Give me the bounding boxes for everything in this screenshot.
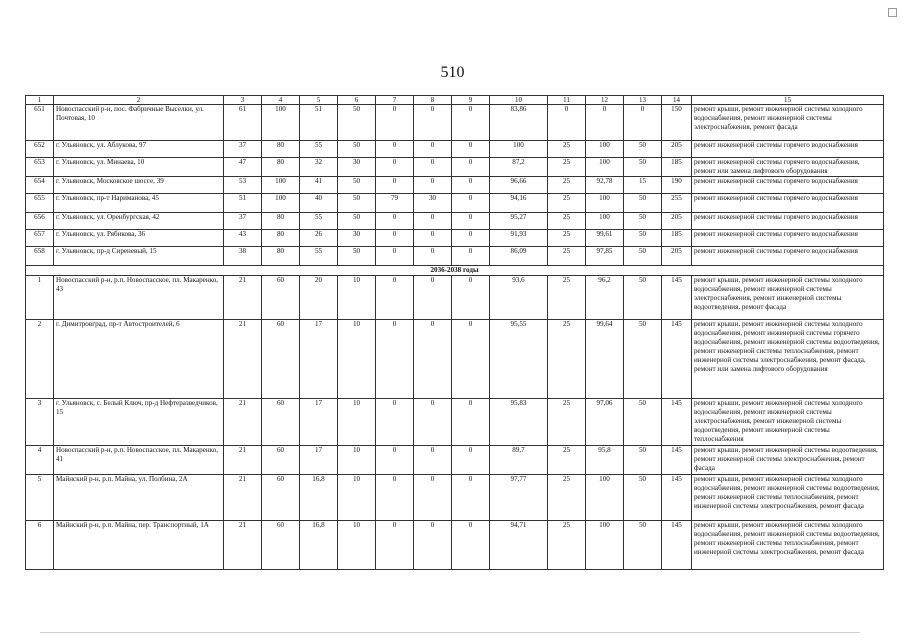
- value-cell: 205: [662, 141, 692, 158]
- address-cell: г. Ульяновск, ул. Аблукова, 97: [54, 141, 224, 158]
- value-cell: 0: [452, 446, 490, 475]
- address-cell: Новоспасский р-н, р.п. Новоспасское, пл. Макаренко, 41: [54, 446, 224, 475]
- value-cell: 50: [338, 141, 376, 158]
- address-cell: Майнский р-н, р.п. Майна, пер. Транспортный, 1А: [54, 521, 224, 570]
- table-row: [26, 399, 884, 446]
- value-cell: 92,78: [586, 177, 624, 194]
- value-cell: 0: [414, 276, 452, 320]
- section-row: [26, 266, 884, 276]
- value-cell: 0: [376, 320, 414, 399]
- works-cell: ремонт крыши, ремонт инженерной системы холодного водоснабжения, ремонт инженерной системы водоотведения, ремонт инженерной системы теплоснабжения, ремонт инженерной системы электроснабжения, ремонт фасада: [692, 521, 884, 570]
- value-cell: 657: [26, 230, 54, 247]
- address-cell: г. Ульяновск, ул. Рябикова, 36: [54, 230, 224, 247]
- value-cell: 25: [548, 521, 586, 570]
- value-cell: 95,8: [586, 446, 624, 475]
- value-cell: 15: [624, 177, 662, 194]
- value-cell: 21: [224, 276, 262, 320]
- table-row: [26, 194, 884, 213]
- works-cell: ремонт инженерной системы горячего водоснабжения: [692, 141, 884, 158]
- value-cell: 0: [376, 475, 414, 521]
- value-cell: 205: [662, 247, 692, 266]
- value-cell: 80: [262, 230, 300, 247]
- value-cell: 80: [262, 141, 300, 158]
- value-cell: 0: [376, 213, 414, 230]
- value-cell: 25: [548, 141, 586, 158]
- value-cell: 21: [224, 475, 262, 521]
- value-cell: 97,77: [490, 475, 548, 521]
- value-cell: 50: [338, 105, 376, 141]
- column-number-cell: 15: [692, 96, 884, 105]
- value-cell: 21: [224, 320, 262, 399]
- value-cell: 25: [548, 446, 586, 475]
- address-cell: г. Ульяновск, с. Белый Ключ, пр-д Нефтеразведчиков, 15: [54, 399, 224, 446]
- value-cell: 16,8: [300, 521, 338, 570]
- value-cell: 10: [338, 446, 376, 475]
- column-number-cell: 8: [414, 96, 452, 105]
- value-cell: 20: [300, 276, 338, 320]
- value-cell: 50: [624, 320, 662, 399]
- value-cell: 0: [376, 177, 414, 194]
- value-cell: 25: [548, 475, 586, 521]
- value-cell: 658: [26, 247, 54, 266]
- value-cell: 205: [662, 213, 692, 230]
- address-cell: г. Димитровград, пр-т Автостроителей, 6: [54, 320, 224, 399]
- value-cell: 100: [262, 105, 300, 141]
- value-cell: 25: [548, 230, 586, 247]
- value-cell: 0: [376, 446, 414, 475]
- value-cell: 0: [452, 320, 490, 399]
- value-cell: 50: [624, 158, 662, 177]
- value-cell: 255: [662, 194, 692, 213]
- column-number-cell: 4: [262, 96, 300, 105]
- register-table: [25, 95, 884, 570]
- value-cell: 25: [548, 177, 586, 194]
- table-row: [26, 446, 884, 475]
- value-cell: 100: [586, 194, 624, 213]
- value-cell: 651: [26, 105, 54, 141]
- value-cell: 50: [338, 247, 376, 266]
- works-cell: ремонт крыши, ремонт инженерной системы холодного водоснабжения, ремонт инженерной системы электроснабжения, ремонт фасада: [692, 105, 884, 141]
- value-cell: 145: [662, 276, 692, 320]
- value-cell: 0: [452, 475, 490, 521]
- table-row: [26, 230, 884, 247]
- value-cell: 60: [262, 475, 300, 521]
- value-cell: 0: [414, 399, 452, 446]
- value-cell: 43: [224, 230, 262, 247]
- value-cell: 50: [624, 141, 662, 158]
- value-cell: 145: [662, 320, 692, 399]
- table-row: [26, 213, 884, 230]
- value-cell: 17: [300, 320, 338, 399]
- value-cell: 6: [26, 521, 54, 570]
- value-cell: 38: [224, 247, 262, 266]
- table-row: [26, 521, 884, 570]
- address-cell: Майнский р-н, р.п. Майна, ул. Полбина, 2А: [54, 475, 224, 521]
- value-cell: 0: [376, 158, 414, 177]
- column-number-cell: 11: [548, 96, 586, 105]
- value-cell: 656: [26, 213, 54, 230]
- works-cell: ремонт крыши, ремонт инженерной системы холодного водоснабжения, ремонт инженерной системы электроснабжения, ремонт инженерной системы водоотведения, ремонт инженерной системы теплоснабжения: [692, 399, 884, 446]
- value-cell: 40: [300, 194, 338, 213]
- value-cell: 100: [586, 158, 624, 177]
- value-cell: 145: [662, 521, 692, 570]
- value-cell: 3: [26, 399, 54, 446]
- works-cell: ремонт крыши, ремонт инженерной системы холодного водоснабжения, ремонт инженерной системы горячего водоснабжения, ремонт инженерной системы водоотведения, ремонт инженерной системы теплоснабжения, ремонт инженерной системы электроснабжения, ремонт фасада, ремонт или замена лифтового оборудования: [692, 320, 884, 399]
- value-cell: 185: [662, 230, 692, 247]
- value-cell: 83,86: [490, 105, 548, 141]
- value-cell: 50: [624, 213, 662, 230]
- value-cell: 50: [624, 247, 662, 266]
- value-cell: 0: [414, 177, 452, 194]
- value-cell: 0: [452, 158, 490, 177]
- value-cell: 30: [338, 230, 376, 247]
- value-cell: 97,85: [586, 247, 624, 266]
- value-cell: 60: [262, 320, 300, 399]
- value-cell: 0: [376, 105, 414, 141]
- value-cell: 37: [224, 213, 262, 230]
- value-cell: 26: [300, 230, 338, 247]
- value-cell: 0: [414, 521, 452, 570]
- value-cell: 51: [300, 105, 338, 141]
- value-cell: 0: [414, 320, 452, 399]
- value-cell: 0: [452, 521, 490, 570]
- works-cell: ремонт крыши, ремонт инженерной системы холодного водоснабжения, ремонт инженерной системы водоотведения, ремонт инженерной системы теплоснабжения, ремонт инженерной системы электроснабжения, ремонт фасада: [692, 475, 884, 521]
- address-cell: г. Ульяновск, Московское шоссе, 39: [54, 177, 224, 194]
- value-cell: 0: [624, 105, 662, 141]
- value-cell: 94,71: [490, 521, 548, 570]
- value-cell: 89,7: [490, 446, 548, 475]
- value-cell: 61: [224, 105, 262, 141]
- value-cell: 0: [452, 105, 490, 141]
- value-cell: 4: [26, 446, 54, 475]
- column-number-cell: 10: [490, 96, 548, 105]
- value-cell: 21: [224, 521, 262, 570]
- value-cell: 53: [224, 177, 262, 194]
- value-cell: 50: [624, 194, 662, 213]
- value-cell: 97,06: [586, 399, 624, 446]
- column-number-cell: 5: [300, 96, 338, 105]
- column-number-cell: 14: [662, 96, 692, 105]
- column-number-cell: 1: [26, 96, 54, 105]
- value-cell: 0: [452, 194, 490, 213]
- value-cell: 79: [376, 194, 414, 213]
- value-cell: 21: [224, 446, 262, 475]
- value-cell: 653: [26, 158, 54, 177]
- value-cell: 91,93: [490, 230, 548, 247]
- value-cell: 10: [338, 320, 376, 399]
- value-cell: 50: [338, 177, 376, 194]
- value-cell: 100: [586, 141, 624, 158]
- value-cell: 0: [414, 105, 452, 141]
- value-cell: 60: [262, 446, 300, 475]
- value-cell: 0: [376, 276, 414, 320]
- value-cell: 55: [300, 247, 338, 266]
- value-cell: 100: [262, 177, 300, 194]
- value-cell: 99,61: [586, 230, 624, 247]
- address-cell: Новоспасский р-н, р.п. Новоспасское, пл. Макаренко, 43: [54, 276, 224, 320]
- value-cell: 50: [624, 446, 662, 475]
- value-cell: 50: [338, 194, 376, 213]
- value-cell: 50: [624, 399, 662, 446]
- value-cell: 100: [586, 475, 624, 521]
- works-cell: ремонт инженерной системы горячего водоснабжения: [692, 177, 884, 194]
- value-cell: 0: [452, 213, 490, 230]
- value-cell: 25: [548, 320, 586, 399]
- table-row: [26, 141, 884, 158]
- value-cell: 87,2: [490, 158, 548, 177]
- works-cell: ремонт крыши, ремонт инженерной системы холодного водоснабжения, ремонт инженерной системы электроснабжения, ремонт инженерной системы водоотведения, ремонт фасада: [692, 276, 884, 320]
- table-row: [26, 276, 884, 320]
- value-cell: 0: [376, 141, 414, 158]
- value-cell: 95,83: [490, 399, 548, 446]
- value-cell: 86,09: [490, 247, 548, 266]
- address-cell: г. Ульяновск, пр-д Сиреневый, 15: [54, 247, 224, 266]
- works-cell: ремонт крыши, ремонт инженерной системы водоотведения, ремонт инженерной системы электроснабжения, ремонт фасада: [692, 446, 884, 475]
- value-cell: 0: [414, 213, 452, 230]
- value-cell: 17: [300, 446, 338, 475]
- works-cell: ремонт инженерной системы горячего водоснабжения: [692, 213, 884, 230]
- value-cell: 50: [338, 213, 376, 230]
- value-cell: 100: [490, 141, 548, 158]
- value-cell: 41: [300, 177, 338, 194]
- value-cell: 0: [414, 247, 452, 266]
- column-number-cell: 12: [586, 96, 624, 105]
- value-cell: 93,6: [490, 276, 548, 320]
- column-number-cell: 3: [224, 96, 262, 105]
- value-cell: 50: [624, 521, 662, 570]
- value-cell: 10: [338, 276, 376, 320]
- value-cell: 654: [26, 177, 54, 194]
- works-cell: ремонт инженерной системы горячего водоснабжения: [692, 230, 884, 247]
- address-cell: Новоспасский р-н, пос. Фабричные Выселки, ул. Почтовая, 10: [54, 105, 224, 141]
- value-cell: 0: [414, 446, 452, 475]
- address-cell: г. Ульяновск, ул. Оренбургская, 42: [54, 213, 224, 230]
- value-cell: 655: [26, 194, 54, 213]
- value-cell: 95,27: [490, 213, 548, 230]
- value-cell: 21: [224, 399, 262, 446]
- value-cell: 0: [376, 230, 414, 247]
- works-cell: ремонт инженерной системы горячего водоснабжения: [692, 247, 884, 266]
- table-row: [26, 158, 884, 177]
- table-row: [26, 105, 884, 141]
- value-cell: 30: [338, 158, 376, 177]
- value-cell: 10: [338, 399, 376, 446]
- value-cell: 145: [662, 475, 692, 521]
- value-cell: 0: [452, 276, 490, 320]
- value-cell: 50: [624, 276, 662, 320]
- value-cell: 0: [414, 230, 452, 247]
- value-cell: 0: [452, 230, 490, 247]
- value-cell: 2: [26, 320, 54, 399]
- value-cell: 10: [338, 521, 376, 570]
- value-cell: 0: [414, 475, 452, 521]
- value-cell: 5: [26, 475, 54, 521]
- value-cell: 25: [548, 194, 586, 213]
- value-cell: 0: [452, 141, 490, 158]
- value-cell: 51: [224, 194, 262, 213]
- works-cell: ремонт инженерной системы горячего водоснабжения: [692, 194, 884, 213]
- value-cell: 0: [548, 105, 586, 141]
- value-cell: 80: [262, 158, 300, 177]
- value-cell: 0: [376, 399, 414, 446]
- scan-corner-mark: [888, 8, 897, 17]
- address-cell: г. Ульяновск, ул. Минаева, 10: [54, 158, 224, 177]
- table-row: [26, 320, 884, 399]
- column-number-cell: 2: [54, 96, 224, 105]
- value-cell: 0: [452, 399, 490, 446]
- value-cell: 55: [300, 213, 338, 230]
- value-cell: 0: [414, 158, 452, 177]
- value-cell: 60: [262, 399, 300, 446]
- value-cell: 60: [262, 521, 300, 570]
- value-cell: 80: [262, 247, 300, 266]
- value-cell: 47: [224, 158, 262, 177]
- value-cell: 1: [26, 276, 54, 320]
- value-cell: 99,64: [586, 320, 624, 399]
- value-cell: 145: [662, 399, 692, 446]
- value-cell: 37: [224, 141, 262, 158]
- value-cell: 55: [300, 141, 338, 158]
- column-number-cell: 9: [452, 96, 490, 105]
- value-cell: 25: [548, 247, 586, 266]
- table-row: [26, 177, 884, 194]
- value-cell: 94,16: [490, 194, 548, 213]
- value-cell: 17: [300, 399, 338, 446]
- value-cell: 16,8: [300, 475, 338, 521]
- scan-bottom-line: [40, 632, 860, 633]
- value-cell: 25: [548, 158, 586, 177]
- value-cell: 0: [414, 141, 452, 158]
- value-cell: 95,55: [490, 320, 548, 399]
- value-cell: 30: [414, 194, 452, 213]
- value-cell: 0: [376, 247, 414, 266]
- value-cell: 25: [548, 213, 586, 230]
- table-row: [26, 247, 884, 266]
- page-number: 510: [440, 64, 465, 81]
- value-cell: 0: [586, 105, 624, 141]
- section-title: 2036-2038 годы: [26, 266, 884, 276]
- value-cell: 145: [662, 446, 692, 475]
- value-cell: 652: [26, 141, 54, 158]
- value-cell: 150: [662, 105, 692, 141]
- value-cell: 96,66: [490, 177, 548, 194]
- value-cell: 50: [624, 230, 662, 247]
- value-cell: 0: [376, 521, 414, 570]
- works-cell: ремонт инженерной системы горячего водоснабжения, ремонт или замена лифтового оборудования: [692, 158, 884, 177]
- value-cell: 80: [262, 213, 300, 230]
- value-cell: 10: [338, 475, 376, 521]
- value-cell: 96,2: [586, 276, 624, 320]
- value-cell: 25: [548, 399, 586, 446]
- value-cell: 185: [662, 158, 692, 177]
- value-cell: 25: [548, 276, 586, 320]
- value-cell: 0: [452, 177, 490, 194]
- value-cell: 50: [624, 475, 662, 521]
- column-number-cell: 7: [376, 96, 414, 105]
- column-number-row: [26, 96, 884, 105]
- table-row: [26, 475, 884, 521]
- column-number-cell: 6: [338, 96, 376, 105]
- value-cell: 32: [300, 158, 338, 177]
- value-cell: 0: [452, 247, 490, 266]
- value-cell: 100: [262, 194, 300, 213]
- column-number-cell: 13: [624, 96, 662, 105]
- value-cell: 100: [586, 213, 624, 230]
- value-cell: 60: [262, 276, 300, 320]
- value-cell: 190: [662, 177, 692, 194]
- value-cell: 100: [586, 521, 624, 570]
- address-cell: г. Ульяновск, пр-т Нариманова, 45: [54, 194, 224, 213]
